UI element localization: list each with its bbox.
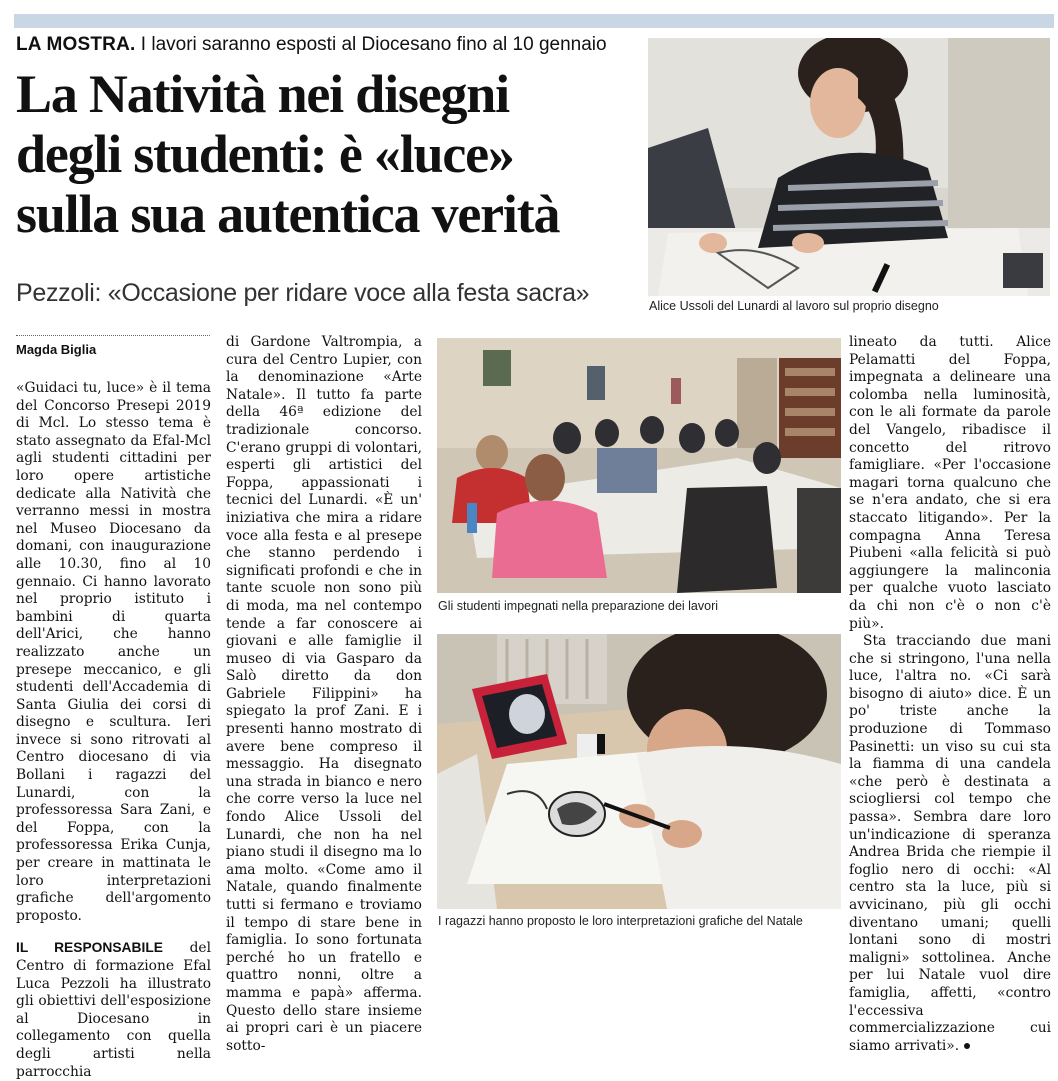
photo-student-drawing bbox=[648, 38, 1050, 296]
article-column-3 bbox=[849, 334, 1051, 1055]
byline-divider bbox=[16, 335, 210, 336]
paragraph-3: di Gardone Valtrompia, a cura del Centro Lupier, con la denominazione «Arte Natale». Il tutto fa parte della 46ª edizione del tradizionale concorso. C'erano gruppi di volontari, esperti gli artistici del Foppa, appassionati i tecnici del Lunardi. «È un' iniziativa che mira a ridare voce alla festa e al presepe che stanno perdendo i significati profondi e che in tante scuole non sono più di moda, ma nel contempo tende a far conoscere ai giovani e alle famiglie il museo di via Gasparo da Salò diretto da don Gabriele Filippini» ha spiegato la prof Zani. E i presenti hanno mostrato di avere bene compreso il messaggio. Ha disegnato una strada in bianco e nero che corre verso la luce nel fondo Alice Ussoli del Lunardi, che non ha nel piano studi il disegno ma lo ama molto. «Come amo il Natale, quando finalmente tutti si fermano e troviamo il tempo di stare bene in famiglia. Io sono fortunata perché ho un fratello e quattro nonni, oltre a mamma e papà» afferma. Questo dello stare insieme ai propri cari è un piacere sotto- bbox=[226, 334, 422, 1054]
paragraph-4: lineato da tutti. Alice Pelamatti del Foppa, impegnata a delineare una colomba nella luminosità, con le ali formate da parole del Vangelo, ribadisce il concetto del ritrovo famigliare. «Per l'occasione magari torna qualcuno che se n'era andato, che si era staccato litigando». Per la compagna Anna Teresa Piubeni «alla felicità si può aggiungere la malinconia per qualche vuoto lasciato da chi non c'è o non c'è più». bbox=[849, 334, 1051, 632]
article-column-2 bbox=[226, 334, 422, 1055]
kicker-text: I lavori saranno esposti al Diocesano fino al 10 gennaio bbox=[140, 34, 607, 55]
top-color-bar bbox=[14, 14, 1054, 28]
end-mark-icon bbox=[964, 1043, 970, 1049]
photo-caption-1: Alice Ussoli del Lunardi al lavoro sul proprio disegno bbox=[649, 299, 939, 313]
article-column-1 bbox=[16, 380, 211, 1081]
kicker-label: LA MOSTRA. bbox=[16, 34, 136, 55]
byline: Magda Biglia bbox=[16, 342, 97, 357]
kicker bbox=[16, 34, 607, 56]
headline-line-1: La Natività nei disegni bbox=[16, 64, 509, 124]
photo-caption-3: I ragazzi hanno proposto le loro interpretazioni grafiche del Natale bbox=[438, 914, 803, 928]
paragraph-1: «Guidaci tu, luce» è il tema del Concorso Presepi 2019 di Mcl. Lo stesso tema è stato assegnato da Efal-Mcl agli studenti cittadini per loro opere artistiche dedicate alla Natività che verranno messi in mostra nel Museo Diocesano da domani, con inaugurazione alle 10.30, fino al 10 gennaio. Ci hanno lavorato nel proprio istituto i bambini di quarta dell'Arici, che hanno realizzato anche un presepe meccanico, e gli studenti dell'Accademia di Santa Giulia dei corsi di disegno e scultura. Ieri invece si sono ritrovati al Centro diocesano di via Bollani i ragazzi del Lunardi, con la professoressa Sara Zani, e del Foppa, con la professoressa Erika Cunja, per creare in mattinata le loro interpretazioni grafiche dell'argomento proposto. bbox=[16, 380, 211, 924]
paragraph-lead: IL RESPONSABILE bbox=[16, 940, 163, 956]
headline bbox=[16, 64, 641, 244]
paragraph-5-text: Sta tracciando due mani che si stringono, l'una nella luce, l'altra no. «Ci sarà bisogno di aiuto» dice. È un po' triste anche la produzione di Tommaso Pasinetti: un viso su cui sta la fiamma di una candela «che però è destinata a sciogliersi col tempo che passa». Sembra dare loro un'indicazione di speranza Andrea Brida che riempie il foglio nero di occhi: «Al centro sta la luce, più si avvicinano, più gli occhi diventano umani; quelli lontani sono di mostri maligni» sottolinea. Anche per lui Natale vuol dire famiglia, affetti, «contro l'eccessiva commercializzazione cui siamo arrivati». bbox=[849, 633, 1051, 1054]
photo-caption-2: Gli studenti impegnati nella preparazione dei lavori bbox=[438, 599, 719, 613]
headline-line-3: sulla sua autentica verità bbox=[16, 184, 560, 244]
paragraph-2-text: del Centro di formazione Efal Luca Pezzoli ha illustrato gli obiettivi dell'esposizione al Diocesano in collegamento con quella degli artisti nella parrocchia bbox=[16, 940, 211, 1080]
headline-line-2: degli studenti: è «luce» bbox=[16, 124, 514, 184]
paragraph-2 bbox=[16, 939, 211, 1081]
photo-classroom bbox=[437, 338, 841, 593]
subheadline: Pezzoli: «Occasione per ridare voce alla festa sacra» bbox=[16, 279, 590, 307]
paragraph-5 bbox=[849, 633, 1051, 1055]
photo-boy-drawing bbox=[437, 634, 841, 909]
